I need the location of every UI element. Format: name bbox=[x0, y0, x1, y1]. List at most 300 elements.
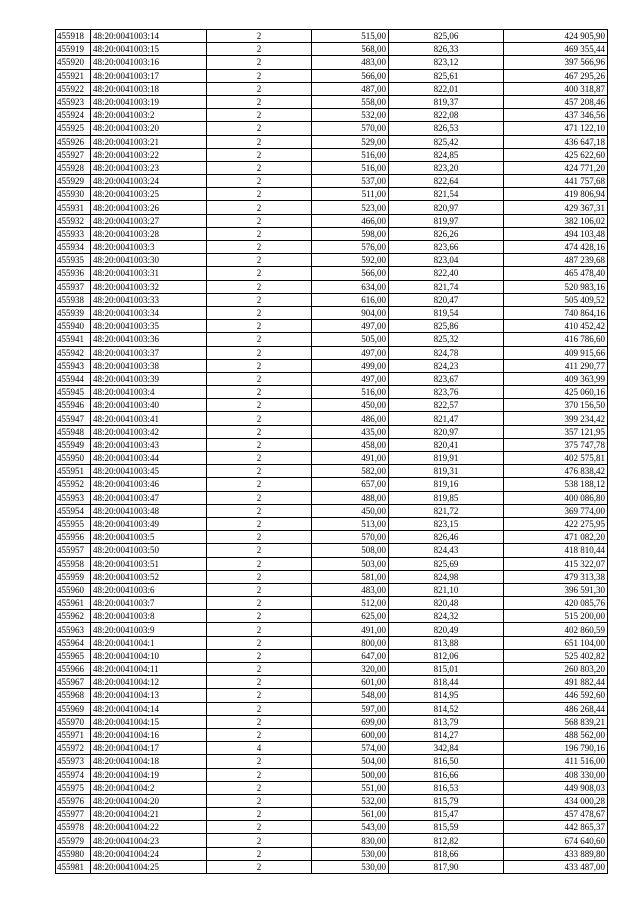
row-number-cell: 455981 bbox=[56, 860, 91, 873]
table-row bbox=[56, 425, 608, 438]
table-row bbox=[56, 201, 608, 214]
group-cell: 2 bbox=[207, 491, 312, 504]
area-cell: 497,00 bbox=[312, 372, 389, 385]
cadastral-number-cell: 48:20:0041003:21 bbox=[91, 135, 207, 148]
cadastral-value-cell: 434 000,28 bbox=[504, 794, 608, 807]
table-row bbox=[56, 109, 608, 122]
group-cell: 2 bbox=[207, 504, 312, 517]
cadastral-value-cell: 382 106,02 bbox=[504, 214, 608, 227]
specific-value-cell: 825,06 bbox=[389, 30, 504, 43]
cadastral-number-cell: 48:20:0041003:42 bbox=[91, 425, 207, 438]
specific-value-cell: 823,66 bbox=[389, 241, 504, 254]
cadastral-number-cell: 48:20:0041003:31 bbox=[91, 267, 207, 280]
cadastral-number-cell: 48:20:0041003:28 bbox=[91, 227, 207, 240]
area-cell: 483,00 bbox=[312, 56, 389, 69]
group-cell: 2 bbox=[207, 663, 312, 676]
row-number-cell: 455972 bbox=[56, 742, 91, 755]
group-cell: 2 bbox=[207, 188, 312, 201]
cadastral-value-cell: 740 864,16 bbox=[504, 306, 608, 319]
area-cell: 561,00 bbox=[312, 808, 389, 821]
area-cell: 516,00 bbox=[312, 148, 389, 161]
cadastral-value-cell: 409 363,99 bbox=[504, 372, 608, 385]
specific-value-cell: 814,27 bbox=[389, 728, 504, 741]
cadastral-value-cell: 411 516,00 bbox=[504, 755, 608, 768]
row-number-cell: 455947 bbox=[56, 412, 91, 425]
table-row bbox=[56, 82, 608, 95]
cadastral-value-cell: 479 313,38 bbox=[504, 570, 608, 583]
specific-value-cell: 820,49 bbox=[389, 623, 504, 636]
row-number-cell: 455935 bbox=[56, 254, 91, 267]
group-cell: 2 bbox=[207, 95, 312, 108]
group-cell: 2 bbox=[207, 425, 312, 438]
table-row bbox=[56, 69, 608, 82]
cadastral-value-cell: 442 865,37 bbox=[504, 821, 608, 834]
row-number-cell: 455956 bbox=[56, 531, 91, 544]
cadastral-number-cell: 48:20:0041003:30 bbox=[91, 254, 207, 267]
area-cell: 830,00 bbox=[312, 834, 389, 847]
cadastral-value-cell: 441 757,68 bbox=[504, 175, 608, 188]
cadastral-number-cell: 48:20:0041003:2 bbox=[91, 109, 207, 122]
group-cell: 2 bbox=[207, 544, 312, 557]
specific-value-cell: 826,26 bbox=[389, 227, 504, 240]
area-cell: 499,00 bbox=[312, 359, 389, 372]
cadastral-value-cell: 402 860,59 bbox=[504, 623, 608, 636]
cadastral-number-cell: 48:20:0041003:37 bbox=[91, 346, 207, 359]
specific-value-cell: 825,69 bbox=[389, 557, 504, 570]
cadastral-number-cell: 48:20:0041003:44 bbox=[91, 452, 207, 465]
row-number-cell: 455933 bbox=[56, 227, 91, 240]
table-row bbox=[56, 56, 608, 69]
row-number-cell: 455942 bbox=[56, 346, 91, 359]
group-cell: 2 bbox=[207, 135, 312, 148]
specific-value-cell: 821,10 bbox=[389, 583, 504, 596]
specific-value-cell: 825,42 bbox=[389, 135, 504, 148]
group-cell: 2 bbox=[207, 214, 312, 227]
group-cell: 2 bbox=[207, 452, 312, 465]
area-cell: 598,00 bbox=[312, 227, 389, 240]
cadastral-number-cell: 48:20:0041003:45 bbox=[91, 465, 207, 478]
cadastral-number-cell: 48:20:0041003:22 bbox=[91, 148, 207, 161]
table-row bbox=[56, 280, 608, 293]
area-cell: 570,00 bbox=[312, 531, 389, 544]
cadastral-value-cell: 357 121,95 bbox=[504, 425, 608, 438]
table-row bbox=[56, 122, 608, 135]
area-cell: 503,00 bbox=[312, 557, 389, 570]
area-cell: 634,00 bbox=[312, 280, 389, 293]
area-cell: 450,00 bbox=[312, 399, 389, 412]
specific-value-cell: 820,47 bbox=[389, 293, 504, 306]
cadastral-value-cell: 525 402,82 bbox=[504, 649, 608, 662]
table-row bbox=[56, 306, 608, 319]
cadastral-number-cell: 48:20:0041003:15 bbox=[91, 43, 207, 56]
table-row bbox=[56, 860, 608, 873]
row-number-cell: 455922 bbox=[56, 82, 91, 95]
group-cell: 2 bbox=[207, 465, 312, 478]
cadastral-number-cell: 48:20:0041004:11 bbox=[91, 663, 207, 676]
group-cell: 4 bbox=[207, 742, 312, 755]
area-cell: 529,00 bbox=[312, 135, 389, 148]
specific-value-cell: 822,57 bbox=[389, 399, 504, 412]
cadastral-number-cell: 48:20:0041003:17 bbox=[91, 69, 207, 82]
cadastral-value-cell: 370 156,50 bbox=[504, 399, 608, 412]
specific-value-cell: 823,12 bbox=[389, 56, 504, 69]
area-cell: 504,00 bbox=[312, 755, 389, 768]
specific-value-cell: 819,97 bbox=[389, 214, 504, 227]
area-cell: 904,00 bbox=[312, 306, 389, 319]
cadastral-number-cell: 48:20:0041003:33 bbox=[91, 293, 207, 306]
area-cell: 488,00 bbox=[312, 491, 389, 504]
cadastral-number-cell: 48:20:0041003:34 bbox=[91, 306, 207, 319]
cadastral-value-cell: 409 915,66 bbox=[504, 346, 608, 359]
group-cell: 2 bbox=[207, 386, 312, 399]
cadastral-value-cell: 494 103,48 bbox=[504, 227, 608, 240]
table-row bbox=[56, 834, 608, 847]
table-row bbox=[56, 504, 608, 517]
specific-value-cell: 824,85 bbox=[389, 148, 504, 161]
row-number-cell: 455962 bbox=[56, 610, 91, 623]
cadastral-number-cell: 48:20:0041004:20 bbox=[91, 794, 207, 807]
table-row bbox=[56, 241, 608, 254]
group-cell: 2 bbox=[207, 649, 312, 662]
group-cell: 2 bbox=[207, 728, 312, 741]
table-row bbox=[56, 491, 608, 504]
row-number-cell: 455936 bbox=[56, 267, 91, 280]
row-number-cell: 455963 bbox=[56, 623, 91, 636]
cadastral-number-cell: 48:20:0041003:50 bbox=[91, 544, 207, 557]
row-number-cell: 455954 bbox=[56, 504, 91, 517]
cadastral-value-cell: 651 104,00 bbox=[504, 636, 608, 649]
cadastral-value-cell: 457 208,46 bbox=[504, 95, 608, 108]
area-cell: 512,00 bbox=[312, 597, 389, 610]
specific-value-cell: 824,43 bbox=[389, 544, 504, 557]
area-cell: 592,00 bbox=[312, 254, 389, 267]
row-number-cell: 455977 bbox=[56, 808, 91, 821]
area-cell: 530,00 bbox=[312, 860, 389, 873]
specific-value-cell: 823,04 bbox=[389, 254, 504, 267]
cadastral-value-cell: 515 200,00 bbox=[504, 610, 608, 623]
row-number-cell: 455980 bbox=[56, 847, 91, 860]
cadastral-value-cell: 505 409,52 bbox=[504, 293, 608, 306]
area-cell: 320,00 bbox=[312, 663, 389, 676]
group-cell: 2 bbox=[207, 293, 312, 306]
cadastral-value-cell: 415 322,07 bbox=[504, 557, 608, 570]
table-row bbox=[56, 583, 608, 596]
area-cell: 516,00 bbox=[312, 386, 389, 399]
table-row bbox=[56, 478, 608, 491]
cadastral-number-cell: 48:20:0041003:4 bbox=[91, 386, 207, 399]
cadastral-number-cell: 48:20:0041003:16 bbox=[91, 56, 207, 69]
area-cell: 516,00 bbox=[312, 161, 389, 174]
table-row bbox=[56, 175, 608, 188]
area-cell: 500,00 bbox=[312, 768, 389, 781]
cadastral-value-cell: 410 452,42 bbox=[504, 320, 608, 333]
row-number-cell: 455952 bbox=[56, 478, 91, 491]
table-row bbox=[56, 570, 608, 583]
specific-value-cell: 823,67 bbox=[389, 372, 504, 385]
cadastral-number-cell: 48:20:0041003:47 bbox=[91, 491, 207, 504]
cadastral-value-cell: 436 647,18 bbox=[504, 135, 608, 148]
cadastral-number-cell: 48:20:0041003:43 bbox=[91, 438, 207, 451]
specific-value-cell: 820,41 bbox=[389, 438, 504, 451]
cadastral-value-cell: 486 268,44 bbox=[504, 702, 608, 715]
table-row bbox=[56, 452, 608, 465]
area-cell: 570,00 bbox=[312, 122, 389, 135]
table-row bbox=[56, 715, 608, 728]
row-number-cell: 455965 bbox=[56, 649, 91, 662]
row-number-cell: 455957 bbox=[56, 544, 91, 557]
cadastral-value-cell: 369 774,00 bbox=[504, 504, 608, 517]
cadastral-value-cell: 433 487,00 bbox=[504, 860, 608, 873]
area-cell: 543,00 bbox=[312, 821, 389, 834]
table-row bbox=[56, 346, 608, 359]
group-cell: 2 bbox=[207, 359, 312, 372]
cadastral-value-cell: 400 086,80 bbox=[504, 491, 608, 504]
cadastral-value-cell: 568 839,21 bbox=[504, 715, 608, 728]
area-cell: 582,00 bbox=[312, 465, 389, 478]
cadastral-number-cell: 48:20:0041003:7 bbox=[91, 597, 207, 610]
table-row bbox=[56, 399, 608, 412]
specific-value-cell: 823,20 bbox=[389, 161, 504, 174]
area-cell: 597,00 bbox=[312, 702, 389, 715]
area-cell: 625,00 bbox=[312, 610, 389, 623]
cadastral-value-cell: 424 905,90 bbox=[504, 30, 608, 43]
table-row bbox=[56, 808, 608, 821]
row-number-cell: 455929 bbox=[56, 175, 91, 188]
group-cell: 2 bbox=[207, 715, 312, 728]
cadastral-number-cell: 48:20:0041004:18 bbox=[91, 755, 207, 768]
cadastral-value-cell: 446 592,60 bbox=[504, 689, 608, 702]
row-number-cell: 455976 bbox=[56, 794, 91, 807]
specific-value-cell: 813,88 bbox=[389, 636, 504, 649]
specific-value-cell: 815,47 bbox=[389, 808, 504, 821]
cadastral-value-cell: 520 983,16 bbox=[504, 280, 608, 293]
group-cell: 2 bbox=[207, 623, 312, 636]
cadastral-value-cell: 196 790,16 bbox=[504, 742, 608, 755]
specific-value-cell: 814,52 bbox=[389, 702, 504, 715]
group-cell: 2 bbox=[207, 227, 312, 240]
cadastral-number-cell: 48:20:0041003:38 bbox=[91, 359, 207, 372]
area-cell: 551,00 bbox=[312, 781, 389, 794]
area-cell: 566,00 bbox=[312, 69, 389, 82]
cadastral-value-cell: 487 239,68 bbox=[504, 254, 608, 267]
table-row bbox=[56, 359, 608, 372]
cadastral-value-cell: 425 060,16 bbox=[504, 386, 608, 399]
area-cell: 497,00 bbox=[312, 346, 389, 359]
cadastral-number-cell: 48:20:0041003:19 bbox=[91, 95, 207, 108]
cadastral-value-cell: 538 188,12 bbox=[504, 478, 608, 491]
cadastral-value-cell: 474 428,16 bbox=[504, 241, 608, 254]
group-cell: 2 bbox=[207, 794, 312, 807]
table-row bbox=[56, 610, 608, 623]
cadastral-number-cell: 48:20:0041003:24 bbox=[91, 175, 207, 188]
cadastral-number-cell: 48:20:0041003:51 bbox=[91, 557, 207, 570]
specific-value-cell: 820,48 bbox=[389, 597, 504, 610]
table-row bbox=[56, 597, 608, 610]
row-number-cell: 455958 bbox=[56, 557, 91, 570]
area-cell: 487,00 bbox=[312, 82, 389, 95]
cadastral-number-cell: 48:20:0041003:3 bbox=[91, 241, 207, 254]
table-row bbox=[56, 794, 608, 807]
cadastral-value-cell: 418 810,44 bbox=[504, 544, 608, 557]
cadastral-value-cell: 429 367,31 bbox=[504, 201, 608, 214]
row-number-cell: 455939 bbox=[56, 306, 91, 319]
row-number-cell: 455970 bbox=[56, 715, 91, 728]
area-cell: 491,00 bbox=[312, 623, 389, 636]
group-cell: 2 bbox=[207, 109, 312, 122]
group-cell: 2 bbox=[207, 280, 312, 293]
cadastral-number-cell: 48:20:0041003:48 bbox=[91, 504, 207, 517]
specific-value-cell: 822,08 bbox=[389, 109, 504, 122]
cadastral-value-cell: 471 082,20 bbox=[504, 531, 608, 544]
group-cell: 2 bbox=[207, 531, 312, 544]
row-number-cell: 455921 bbox=[56, 69, 91, 82]
cadastral-value-cell: 471 122,10 bbox=[504, 122, 608, 135]
cadastral-number-cell: 48:20:0041003:25 bbox=[91, 188, 207, 201]
table-row bbox=[56, 188, 608, 201]
area-cell: 600,00 bbox=[312, 728, 389, 741]
specific-value-cell: 812,06 bbox=[389, 649, 504, 662]
area-cell: 699,00 bbox=[312, 715, 389, 728]
row-number-cell: 455923 bbox=[56, 95, 91, 108]
area-cell: 483,00 bbox=[312, 583, 389, 596]
group-cell: 2 bbox=[207, 412, 312, 425]
row-number-cell: 455930 bbox=[56, 188, 91, 201]
row-number-cell: 455951 bbox=[56, 465, 91, 478]
row-number-cell: 455938 bbox=[56, 293, 91, 306]
specific-value-cell: 823,15 bbox=[389, 517, 504, 530]
row-number-cell: 455967 bbox=[56, 676, 91, 689]
row-number-cell: 455978 bbox=[56, 821, 91, 834]
specific-value-cell: 821,72 bbox=[389, 504, 504, 517]
table-row bbox=[56, 649, 608, 662]
specific-value-cell: 819,31 bbox=[389, 465, 504, 478]
cadastral-value-table bbox=[55, 29, 608, 874]
cadastral-number-cell: 48:20:0041003:32 bbox=[91, 280, 207, 293]
row-number-cell: 455974 bbox=[56, 768, 91, 781]
group-cell: 2 bbox=[207, 201, 312, 214]
cadastral-number-cell: 48:20:0041004:13 bbox=[91, 689, 207, 702]
cadastral-number-cell: 48:20:0041004:16 bbox=[91, 728, 207, 741]
row-number-cell: 455945 bbox=[56, 386, 91, 399]
cadastral-number-cell: 48:20:0041004:17 bbox=[91, 742, 207, 755]
cadastral-value-cell: 476 838,42 bbox=[504, 465, 608, 478]
cadastral-value-cell: 420 085,76 bbox=[504, 597, 608, 610]
specific-value-cell: 822,01 bbox=[389, 82, 504, 95]
row-number-cell: 455949 bbox=[56, 438, 91, 451]
row-number-cell: 455968 bbox=[56, 689, 91, 702]
table-row bbox=[56, 148, 608, 161]
group-cell: 2 bbox=[207, 478, 312, 491]
table-row bbox=[56, 438, 608, 451]
table-row bbox=[56, 161, 608, 174]
row-number-cell: 455961 bbox=[56, 597, 91, 610]
specific-value-cell: 342,84 bbox=[389, 742, 504, 755]
cadastral-number-cell: 48:20:0041003:27 bbox=[91, 214, 207, 227]
row-number-cell: 455918 bbox=[56, 30, 91, 43]
cadastral-number-cell: 48:20:0041003:9 bbox=[91, 623, 207, 636]
table-row bbox=[56, 755, 608, 768]
group-cell: 2 bbox=[207, 636, 312, 649]
area-cell: 568,00 bbox=[312, 43, 389, 56]
cadastral-value-cell: 457 478,67 bbox=[504, 808, 608, 821]
table-row bbox=[56, 689, 608, 702]
table-row bbox=[56, 465, 608, 478]
cadastral-value-cell: 408 330,00 bbox=[504, 768, 608, 781]
group-cell: 2 bbox=[207, 148, 312, 161]
row-number-cell: 455959 bbox=[56, 570, 91, 583]
area-cell: 576,00 bbox=[312, 241, 389, 254]
cadastral-number-cell: 48:20:0041004:1 bbox=[91, 636, 207, 649]
area-cell: 435,00 bbox=[312, 425, 389, 438]
specific-value-cell: 816,66 bbox=[389, 768, 504, 781]
row-number-cell: 455934 bbox=[56, 241, 91, 254]
group-cell: 2 bbox=[207, 808, 312, 821]
group-cell: 2 bbox=[207, 597, 312, 610]
area-cell: 566,00 bbox=[312, 267, 389, 280]
cadastral-number-cell: 48:20:0041003:6 bbox=[91, 583, 207, 596]
cadastral-number-cell: 48:20:0041004:25 bbox=[91, 860, 207, 873]
cadastral-number-cell: 48:20:0041004:21 bbox=[91, 808, 207, 821]
cadastral-value-cell: 467 295,26 bbox=[504, 69, 608, 82]
table-row bbox=[56, 214, 608, 227]
area-cell: 513,00 bbox=[312, 517, 389, 530]
specific-value-cell: 821,54 bbox=[389, 188, 504, 201]
group-cell: 2 bbox=[207, 821, 312, 834]
table-row bbox=[56, 372, 608, 385]
area-cell: 574,00 bbox=[312, 742, 389, 755]
area-cell: 601,00 bbox=[312, 676, 389, 689]
group-cell: 2 bbox=[207, 557, 312, 570]
table-row bbox=[56, 676, 608, 689]
area-cell: 491,00 bbox=[312, 452, 389, 465]
specific-value-cell: 824,23 bbox=[389, 359, 504, 372]
row-number-cell: 455948 bbox=[56, 425, 91, 438]
group-cell: 2 bbox=[207, 320, 312, 333]
specific-value-cell: 820,97 bbox=[389, 425, 504, 438]
cadastral-value-cell: 465 478,40 bbox=[504, 267, 608, 280]
cadastral-value-cell: 674 640,60 bbox=[504, 834, 608, 847]
group-cell: 2 bbox=[207, 834, 312, 847]
specific-value-cell: 821,74 bbox=[389, 280, 504, 293]
table-row bbox=[56, 293, 608, 306]
cadastral-value-cell: 449 908,03 bbox=[504, 781, 608, 794]
group-cell: 2 bbox=[207, 781, 312, 794]
row-number-cell: 455927 bbox=[56, 148, 91, 161]
area-cell: 511,00 bbox=[312, 188, 389, 201]
row-number-cell: 455979 bbox=[56, 834, 91, 847]
table-row bbox=[56, 43, 608, 56]
specific-value-cell: 826,46 bbox=[389, 531, 504, 544]
group-cell: 2 bbox=[207, 583, 312, 596]
specific-value-cell: 825,61 bbox=[389, 69, 504, 82]
area-cell: 530,00 bbox=[312, 847, 389, 860]
specific-value-cell: 812,82 bbox=[389, 834, 504, 847]
table-row bbox=[56, 135, 608, 148]
area-cell: 515,00 bbox=[312, 30, 389, 43]
row-number-cell: 455919 bbox=[56, 43, 91, 56]
cadastral-number-cell: 48:20:0041004:19 bbox=[91, 768, 207, 781]
specific-value-cell: 824,78 bbox=[389, 346, 504, 359]
area-cell: 800,00 bbox=[312, 636, 389, 649]
table-row bbox=[56, 517, 608, 530]
cadastral-number-cell: 48:20:0041003:41 bbox=[91, 412, 207, 425]
cadastral-number-cell: 48:20:0041003:39 bbox=[91, 372, 207, 385]
area-cell: 647,00 bbox=[312, 649, 389, 662]
row-number-cell: 455941 bbox=[56, 333, 91, 346]
cadastral-number-cell: 48:20:0041004:24 bbox=[91, 847, 207, 860]
row-number-cell: 455926 bbox=[56, 135, 91, 148]
area-cell: 508,00 bbox=[312, 544, 389, 557]
